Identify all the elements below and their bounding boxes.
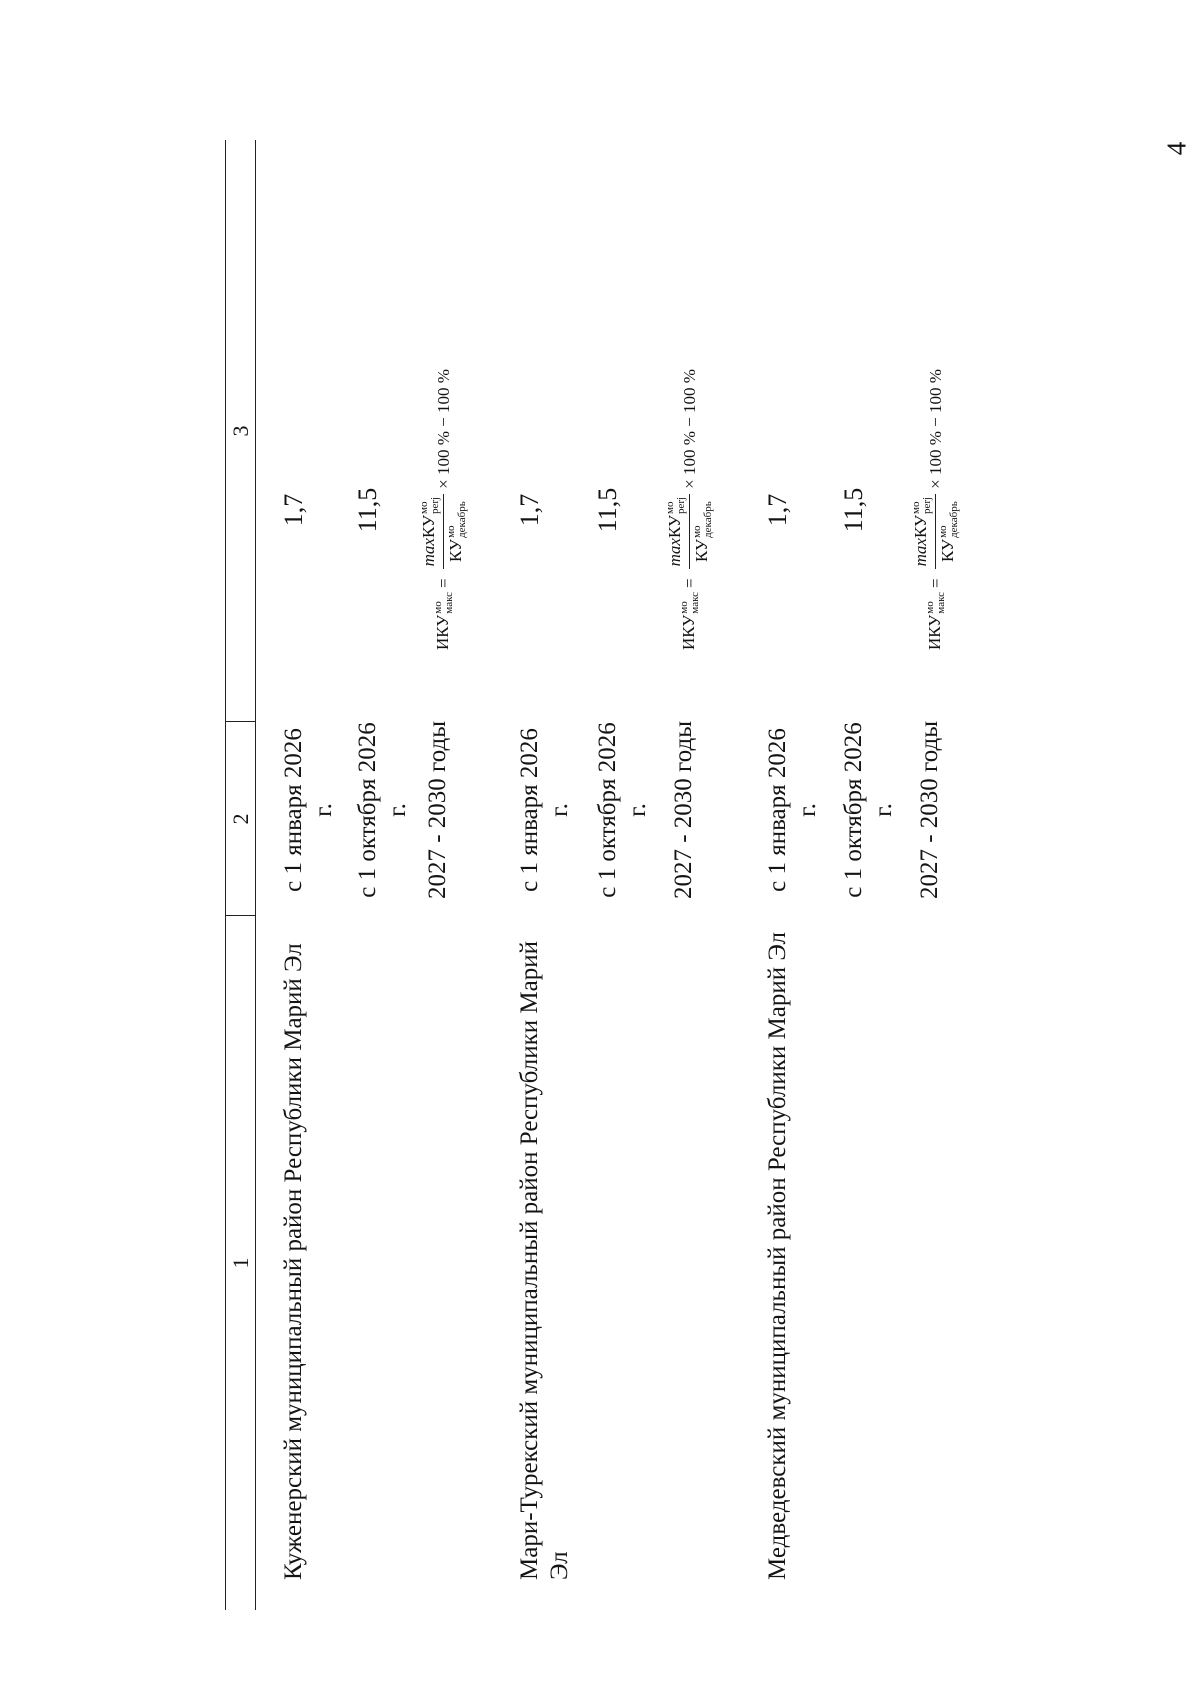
- page-number: 4: [1161, 141, 1192, 156]
- formula-num-sup: мо: [910, 501, 922, 514]
- column-number-3: 3: [228, 425, 253, 437]
- formula-tail: × 100 % − 100 %: [680, 369, 699, 489]
- formula-equals: =: [434, 578, 453, 588]
- formula-lhs-sub: макс: [934, 591, 947, 614]
- formula: [419, 150, 479, 650]
- formula-max: max: [664, 538, 684, 567]
- formula-lhs-sub: макс: [688, 591, 701, 614]
- formula-lhs: ИКУ: [924, 614, 944, 650]
- formula-num-sub: perj: [675, 496, 687, 514]
- formula-equals: =: [680, 578, 699, 588]
- formula-num-sup: мо: [418, 501, 430, 514]
- formula-num-main: КУ: [418, 514, 438, 539]
- formula-lhs: ИКУ: [432, 614, 452, 650]
- municipality-name: Куженерский муниципальный район Республики Марий Эл: [280, 943, 307, 1580]
- formula: [665, 150, 725, 650]
- rotated-table: [225, 140, 1045, 1610]
- formula-den-main: КУ: [937, 538, 957, 562]
- municipality-name: Мари-Турекский муниципальный район Республики Марий Эл: [516, 941, 573, 1580]
- value-cell: 11,5: [839, 487, 868, 533]
- period-cell: с 1 января 2026 г.: [280, 728, 337, 892]
- formula-num-main: КУ: [910, 514, 930, 539]
- formula-den-sub: декабрь: [456, 501, 468, 538]
- table-top-rule: [225, 140, 226, 1610]
- formula-den-main: КУ: [691, 538, 711, 562]
- period-cell: 2027 - 2030 годы: [916, 721, 943, 900]
- formula-den-sub: декабрь: [948, 501, 960, 538]
- value-cell: 11,5: [353, 487, 382, 533]
- formula-lhs-sub: макс: [442, 591, 455, 614]
- formula-tail: × 100 % − 100 %: [926, 369, 945, 489]
- formula-num-sup: мо: [664, 501, 676, 514]
- formula-lhs: ИКУ: [678, 614, 698, 650]
- formula-lhs-sup: мо: [431, 601, 444, 614]
- formula-num-main: КУ: [664, 514, 684, 539]
- period-cell: с 1 января 2026 г.: [516, 728, 573, 892]
- formula-num-sub: perj: [429, 496, 441, 514]
- formula-max: max: [910, 538, 930, 567]
- period-cell: с 1 октября 2026 г.: [840, 722, 897, 898]
- municipality-name: Медведевский муниципальный район Республики Марий Эл: [764, 932, 791, 1580]
- period-cell: с 1 октября 2026 г.: [354, 722, 411, 898]
- period-cell: 2027 - 2030 годы: [424, 721, 451, 900]
- formula-den-sup: мо: [937, 525, 949, 538]
- value-cell: 11,5: [593, 487, 622, 533]
- formula-den-main: КУ: [445, 538, 465, 562]
- formula-lhs-sup: мо: [677, 601, 690, 614]
- formula-num-sub: perj: [921, 496, 933, 514]
- formula-den-sup: мо: [445, 525, 457, 538]
- column-numbers-rule: [255, 140, 256, 1610]
- formula: [911, 150, 971, 650]
- formula-den-sup: мо: [691, 525, 703, 538]
- formula-den-sub: декабрь: [702, 501, 714, 538]
- column-number-2: 2: [228, 813, 253, 825]
- column-number-1: 1: [228, 1257, 253, 1269]
- value-cell: 1,7: [763, 493, 792, 527]
- formula-lhs-sup: мо: [923, 601, 936, 614]
- value-cell: 1,7: [279, 493, 308, 527]
- formula-equals: =: [926, 578, 945, 588]
- formula-max: max: [418, 538, 438, 567]
- value-cell: 1,7: [515, 493, 544, 527]
- formula-tail: × 100 % − 100 %: [434, 369, 453, 489]
- period-cell: с 1 октября 2026 г.: [594, 722, 651, 898]
- period-cell: 2027 - 2030 годы: [670, 721, 697, 900]
- period-cell: с 1 января 2026 г.: [764, 728, 821, 892]
